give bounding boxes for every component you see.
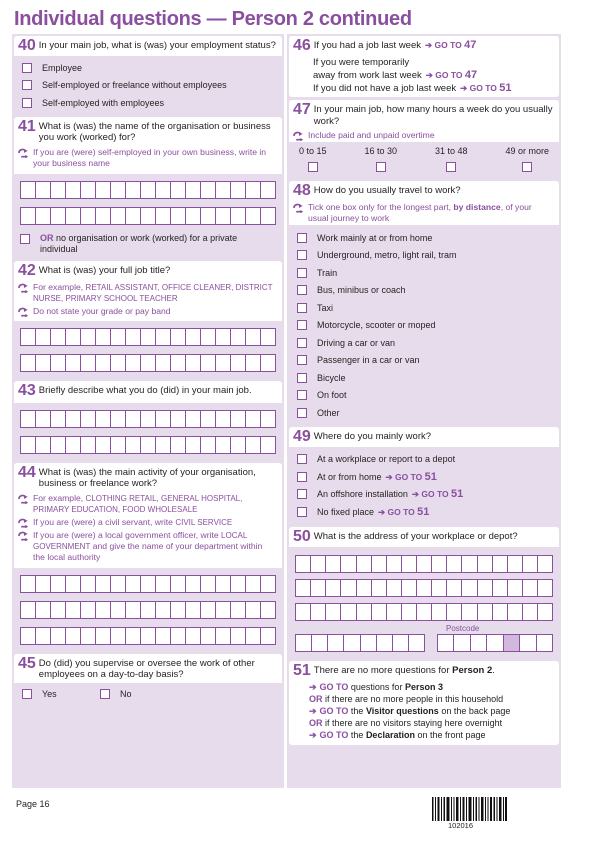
option-hours-0-15[interactable]: 0 to 15 <box>299 146 327 172</box>
text-entry-row[interactable] <box>20 436 276 454</box>
question-44 <box>14 463 282 651</box>
text-entry-row[interactable] <box>20 207 276 225</box>
instruction-arrow-icon <box>293 203 304 213</box>
question-number: 47 <box>293 101 311 118</box>
text-entry-row[interactable] <box>20 410 276 428</box>
goto-instruction: ➔ GO TO 51 <box>385 470 437 483</box>
goto-instruction: ➔ GO TO 51 <box>460 82 512 94</box>
option-workplace[interactable]: At a workplace or report to a depot <box>297 451 559 469</box>
option-travel-passenger[interactable]: Passenger in a car or van <box>297 352 559 370</box>
goto-instruction: ➔ GO TO 51 <box>411 488 464 501</box>
option-offshore[interactable]: An offshore installation ➔ GO TO 51 <box>297 486 559 504</box>
goto-instruction: ➔ GO TO 47 <box>425 69 478 81</box>
question-43 <box>14 381 282 460</box>
checkbox[interactable] <box>22 80 32 90</box>
option-travel-taxi[interactable]: Taxi <box>297 299 559 317</box>
checkbox[interactable] <box>297 390 307 400</box>
checkbox[interactable] <box>297 454 307 464</box>
text-entry-row[interactable] <box>20 601 276 619</box>
instruction-arrow-icon <box>18 283 29 293</box>
question-number: 46 <box>293 37 311 54</box>
option-no-fixed-place[interactable]: No fixed place ➔ GO TO 51 <box>297 503 559 521</box>
goto-visitor-questions: ➔ GO TO the Visitor questions on the back page <box>309 705 511 716</box>
question-number: 48 <box>293 182 311 199</box>
question-number: 43 <box>18 381 36 399</box>
question-50 <box>289 527 559 658</box>
question-number: 49 <box>293 427 311 445</box>
instruction-arrow-icon <box>18 518 29 528</box>
question-51: 51 There are no more questions for Person 2. ➔ GO TO questions for Person 3 OR if there are no more people in this household ➔ GO TO the Visitor questions on the back page OR if there are no visitors staying here overnight ➔ GO TO the Declaration on the front page <box>289 661 559 745</box>
option-self-employed-without[interactable]: Self-employed or freelance without employees <box>22 77 282 95</box>
checkbox[interactable] <box>446 162 456 172</box>
barcode-number: 102016 <box>448 821 474 830</box>
page-title: Individual questions — Person 2 continued <box>14 8 412 30</box>
instruction: Include paid and unpaid overtime <box>289 129 559 142</box>
option-yes[interactable]: Yes <box>22 686 100 704</box>
checkbox[interactable] <box>297 320 307 330</box>
question-number: 44 <box>18 463 36 481</box>
question-48 <box>289 181 559 424</box>
instruction: For example, CLOTHING RETAIL, GENERAL HOSPITAL, PRIMARY EDUCATION, FOOD WHOLESALE <box>14 492 282 516</box>
question-41 <box>14 117 282 258</box>
instruction-arrow-icon <box>18 494 29 504</box>
instruction: Tick one box only for the longest part, by distance, of your usual journey to work <box>289 201 559 225</box>
address-line-2[interactable] <box>295 579 553 597</box>
checkbox[interactable] <box>297 355 307 365</box>
checkbox[interactable] <box>297 408 307 418</box>
checkbox[interactable] <box>297 285 307 295</box>
option-travel-foot[interactable]: On foot <box>297 387 559 405</box>
text-entry-row[interactable] <box>20 328 276 346</box>
option-travel-home[interactable]: Work mainly at or from home <box>297 229 559 247</box>
question-text: What is (was) your full job title? <box>38 264 171 276</box>
address-line-1[interactable] <box>295 555 553 573</box>
checkbox[interactable] <box>522 162 532 172</box>
goto-person-3: ➔ GO TO questions for Person 3 <box>309 681 443 692</box>
option-travel-underground[interactable]: Underground, metro, light rail, tram <box>297 247 559 265</box>
text-entry-row[interactable] <box>20 181 276 199</box>
option-travel-motorcycle[interactable]: Motorcycle, scooter or moped <box>297 317 559 335</box>
question-text: What is (was) the name of the organisation or business you work (worked) for? <box>38 120 271 143</box>
checkbox[interactable] <box>22 63 32 73</box>
question-text: Do (did) you supervise or oversee the work of other employees on a day-to-day basis? <box>38 657 255 680</box>
instruction: Do not state your grade or pay band <box>14 305 282 318</box>
question-42 <box>14 261 282 378</box>
option-no[interactable]: No <box>100 686 132 704</box>
left-column <box>12 34 284 788</box>
checkbox[interactable] <box>297 303 307 313</box>
option-hours-31-48[interactable]: 31 to 48 <box>435 146 468 172</box>
checkbox[interactable] <box>297 373 307 383</box>
option-travel-train[interactable]: Train <box>297 264 559 282</box>
question-number: 40 <box>18 37 36 54</box>
question-number: 42 <box>18 261 36 279</box>
option-travel-other[interactable]: Other <box>297 404 559 422</box>
instruction-arrow-icon <box>18 531 29 541</box>
instruction: For example, RETAIL ASSISTANT, OFFICE CLEANER, DISTRICT NURSE, PRIMARY SCHOOL TEACHER <box>14 281 282 305</box>
question-number: 51 <box>293 661 311 679</box>
postcode-field[interactable] <box>437 634 553 652</box>
option-hours-49-more[interactable]: 49 or more <box>505 146 549 172</box>
option-hours-16-30[interactable]: 16 to 30 <box>364 146 397 172</box>
question-text: What is the address of your workplace or depot? <box>313 530 518 542</box>
checkbox[interactable] <box>297 489 307 499</box>
goto-declaration: ➔ GO TO the Declaration on the front page <box>309 729 486 740</box>
page-number: Page 16 <box>16 799 50 809</box>
text-entry-row[interactable] <box>20 354 276 372</box>
postcode-label: Postcode <box>446 623 480 633</box>
checkbox[interactable] <box>297 268 307 278</box>
checkbox[interactable] <box>20 234 30 244</box>
option-employee[interactable]: Employee <box>22 59 282 77</box>
instruction-arrow-icon <box>18 148 29 158</box>
checkbox[interactable] <box>100 689 110 699</box>
checkbox[interactable] <box>297 507 307 517</box>
question-47 <box>289 100 559 178</box>
option-travel-bicycle[interactable]: Bicycle <box>297 369 559 387</box>
checkbox[interactable] <box>297 338 307 348</box>
text-entry-row[interactable] <box>20 575 276 593</box>
question-46: 46 If you had a job last week ➔ GO TO 47 If you were temporarily away from work last week ➔ GO TO 47 If you did not have a job last week ➔ GO TO 51 <box>289 36 559 97</box>
option-travel-driving[interactable]: Driving a car or van <box>297 334 559 352</box>
question-text: What is (was) the main activity of your organisation, business or freelance work? <box>38 466 256 489</box>
checkbox[interactable] <box>308 162 318 172</box>
instruction: If you are (were) self-employed in your own business, write in your business name <box>14 146 282 170</box>
barcode-icon <box>432 797 507 821</box>
question-text: In your main job, what is (was) your employment status? <box>38 40 276 51</box>
checkbox[interactable] <box>297 472 307 482</box>
checkbox[interactable] <box>22 98 32 108</box>
address-line-4[interactable] <box>295 634 425 652</box>
option-travel-bus[interactable]: Bus, minibus or coach <box>297 282 559 300</box>
question-text: Briefly describe what you do (did) in your main job. <box>38 384 252 396</box>
option-self-employed-with[interactable]: Self-employed with employees <box>22 94 282 112</box>
question-text: In your main job, how many hours a week do you usually work? <box>313 104 553 127</box>
text-entry-row[interactable] <box>20 627 276 645</box>
question-40 <box>14 36 282 114</box>
question-number: 50 <box>293 527 311 545</box>
checkbox[interactable] <box>376 162 386 172</box>
instruction-arrow-icon <box>18 307 29 317</box>
question-number: 45 <box>18 654 36 672</box>
goto-instruction: ➔ GO TO 47 <box>425 39 477 51</box>
question-text: Where do you mainly work? <box>313 430 432 442</box>
goto-instruction: ➔ GO TO 51 <box>378 505 430 518</box>
question-number: 41 <box>18 117 36 135</box>
checkbox[interactable] <box>297 250 307 260</box>
instruction: If you are (were) a civil servant, write CIVIL SERVICE <box>14 516 282 529</box>
option-no-organisation[interactable]: OR no organisation or work (worked) for a private individual <box>20 233 276 255</box>
instruction: If you are (were) a local government officer, write LOCAL GOVERNMENT and give the name of your department within the local authority <box>14 529 282 564</box>
question-text: How do you usually travel to work? <box>313 185 461 196</box>
right-column <box>287 34 561 788</box>
instruction-arrow-icon <box>293 131 304 141</box>
address-line-3[interactable] <box>295 603 553 621</box>
question-49 <box>289 427 559 524</box>
question-45 <box>14 654 282 706</box>
checkbox[interactable] <box>22 689 32 699</box>
option-from-home[interactable]: At or from home ➔ GO TO 51 <box>297 468 559 486</box>
checkbox[interactable] <box>297 233 307 243</box>
